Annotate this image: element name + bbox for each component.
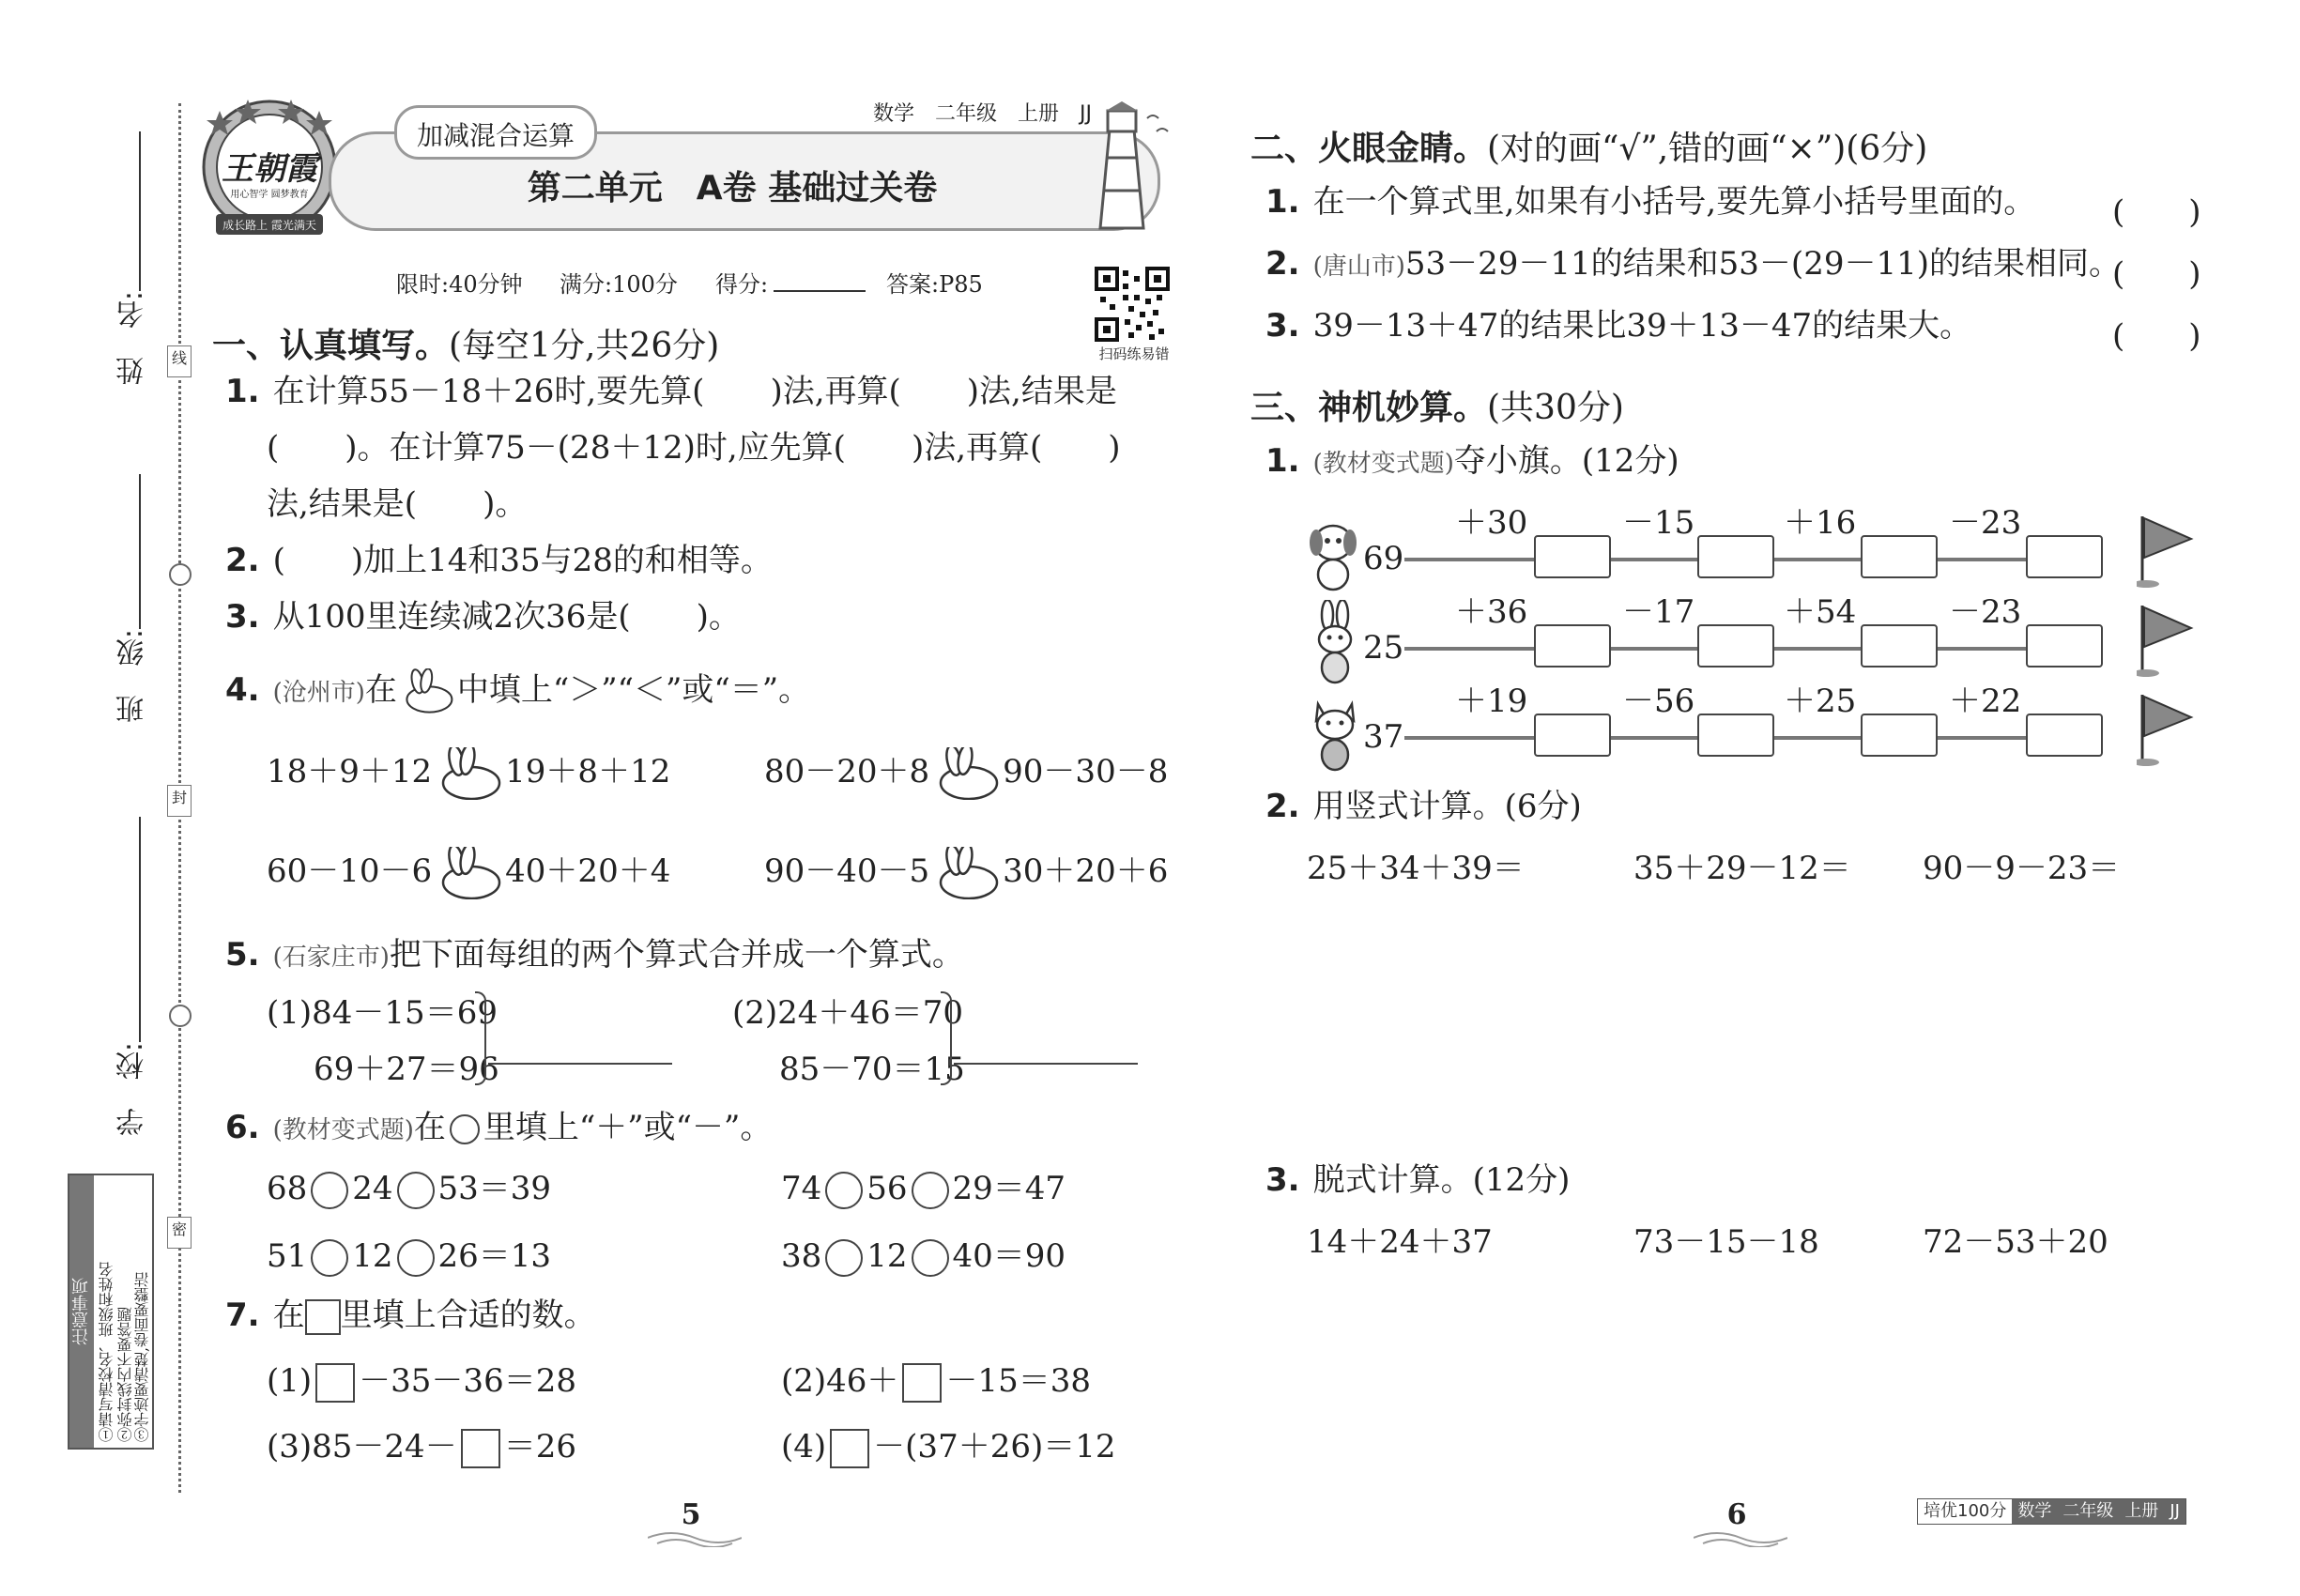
footer-tag-5: JJ xyxy=(2164,1499,2185,1524)
q6-number: 6. xyxy=(225,1109,260,1146)
q4: 4. (沧州市)在 中填上“＞”“＜”或“＝”。 xyxy=(225,668,810,715)
q6-source: (教材变式题) xyxy=(272,1116,414,1144)
operator-circle[interactable] xyxy=(912,1239,949,1277)
q4-source: (沧州市) xyxy=(272,679,365,707)
flag-icon xyxy=(2137,691,2197,770)
chain-2-box-4[interactable] xyxy=(2026,624,2103,668)
p3-q3-item-2: 73－15－18 xyxy=(1633,1223,1819,1261)
flag-chain-1 xyxy=(1305,504,2206,601)
footer-tag-2: 数学 xyxy=(2012,1499,2057,1524)
q5-g1-l1: (1)84－15＝69 xyxy=(267,994,498,1032)
q7-item-1: (1) －35－36＝28 xyxy=(267,1363,576,1403)
compare-bunny-icon[interactable] xyxy=(933,747,999,800)
q4-number: 4. xyxy=(225,671,260,709)
lighthouse-icon xyxy=(1080,101,1173,233)
q5-g1-brace xyxy=(475,991,486,1085)
wave-decoration-icon xyxy=(1694,1528,1787,1547)
notes-box xyxy=(68,1174,154,1450)
flag-chain-2 xyxy=(1305,593,2206,690)
meta-got: 得分: xyxy=(715,271,769,298)
p3-q3: 3. 脱式计算。(12分) xyxy=(1265,1161,1571,1199)
bunny-icon xyxy=(401,668,453,715)
p2-answer-2[interactable]: ( ) xyxy=(2112,255,2201,293)
q6-item-1: 68 24 53＝39 xyxy=(267,1170,552,1207)
part1-heading xyxy=(212,319,719,367)
meta-time: 限时:40分钟 xyxy=(396,271,523,298)
chain-3-box-1[interactable] xyxy=(1534,714,1611,757)
note-3: ③字迹要清楚,卷面要整洁 xyxy=(133,1271,151,1442)
part2-title: 二、火眼金睛。 xyxy=(1250,130,1488,168)
meta-answer: 答案:P85 xyxy=(886,271,983,298)
seal-circle-1 xyxy=(169,563,192,586)
p2-answer-1[interactable]: ( ) xyxy=(2112,193,2201,231)
q2: 2. ( )加上14和35与28的和相等。 xyxy=(225,542,773,579)
q7-item-3: (3)85－24－ ＝26 xyxy=(267,1429,576,1468)
p3-q2-item-2: 35＋29－12＝ xyxy=(1633,850,1851,887)
q7-number: 7. xyxy=(225,1297,260,1334)
chain-1-op-1: ＋30 xyxy=(1455,504,1528,542)
chain-2-op-4: －23 xyxy=(1949,593,2022,631)
chain-1-box-2[interactable] xyxy=(1697,535,1774,578)
chain-2-box-2[interactable] xyxy=(1697,624,1774,668)
school-line xyxy=(139,817,141,1042)
chain-3-op-3: ＋25 xyxy=(1784,683,1857,720)
q5-number: 5. xyxy=(225,936,260,974)
operator-circle[interactable] xyxy=(397,1239,435,1277)
part3-title: 三、神机妙算。 xyxy=(1250,389,1488,427)
q6-item-2: 74 56 29＝47 xyxy=(781,1170,1066,1207)
cut-mark-3: 密 xyxy=(167,1217,192,1249)
chain-1-op-3: ＋16 xyxy=(1784,504,1857,542)
part3-score-note: (共30分) xyxy=(1487,389,1624,427)
seal-circle-2 xyxy=(169,1005,192,1027)
chain-3-op-4: ＋22 xyxy=(1949,683,2022,720)
q2-number: 2. xyxy=(225,542,260,579)
part1-title: 一、认真填写。 xyxy=(212,327,450,365)
chain-1-box-1[interactable] xyxy=(1534,535,1611,578)
brand-name: 王朝霞 xyxy=(222,150,317,188)
q5-g2-l1: (2)24＋46＝70 xyxy=(732,994,963,1032)
name-label: 姓 名: xyxy=(116,291,149,386)
cut-mark-2: 封 xyxy=(167,785,192,817)
q4-item-1: 18＋9＋12 19＋8＋12 xyxy=(267,747,670,800)
part3-heading xyxy=(1250,381,1624,429)
q4-item-3: 60－10－6 40＋20＋4 xyxy=(267,847,670,899)
chain-3-box-2[interactable] xyxy=(1697,714,1774,757)
q7-item-4: (4) －(37＋26)＝12 xyxy=(781,1429,1116,1468)
puppy-icon xyxy=(1305,518,1361,593)
page-number-left: 5 xyxy=(681,1498,701,1531)
part1-score-note: (每空1分,共26分) xyxy=(449,327,720,365)
operator-circle[interactable] xyxy=(397,1172,435,1209)
operator-circle[interactable] xyxy=(311,1239,348,1277)
p3-q3-item-1: 14＋24＋37 xyxy=(1307,1223,1493,1261)
q7-item-2: (2)46＋ －15＝38 xyxy=(781,1363,1091,1403)
flag-icon xyxy=(2137,602,2197,681)
p2-item-3: 3. 39－13＋47的结果比39＋13－47的结果大。 xyxy=(1265,307,1972,345)
footer-tag-3: 二年级 xyxy=(2057,1499,2119,1524)
chain-3-box-4[interactable] xyxy=(2026,714,2103,757)
p2-item-2: 2. (唐山市)53－29－11的结果和53－(29－11)的结果相同。 xyxy=(1265,245,2121,283)
chain-1-op-2: －15 xyxy=(1622,504,1695,542)
series-label: 数学 二年级 上册 JJ xyxy=(873,102,1092,126)
q1-line3: 法,结果是( )。 xyxy=(267,485,528,523)
square-icon xyxy=(305,1299,341,1335)
q6: 6. (教材变式题)在 里填上“＋”或“－”。 xyxy=(225,1109,773,1146)
q5-g2-l2: 85－70＝15 xyxy=(779,1051,965,1088)
cat-icon xyxy=(1309,695,1361,774)
q5-g2-brace xyxy=(941,991,952,1085)
compare-bunny-icon[interactable] xyxy=(436,747,501,800)
p2-answer-3[interactable]: ( ) xyxy=(2112,317,2201,355)
note-1: ①请写清校名、班级和姓名 xyxy=(98,1262,115,1442)
footer-tag-4: 上册 xyxy=(2119,1499,2164,1524)
answer-box[interactable] xyxy=(461,1429,500,1468)
p2-item-1: 1. 在一个算式里,如果有小括号,要先算小括号里面的。 xyxy=(1265,183,2036,221)
chain-3-op-2: －56 xyxy=(1622,683,1695,720)
p3-q2: 2. 用竖式计算。(6分) xyxy=(1265,788,1582,825)
note-2: ②弥封线内不要答题 xyxy=(116,1307,134,1442)
part2-score-note: (对的画“√”,错的画“×”)(6分) xyxy=(1487,130,1928,168)
score-blank-line xyxy=(774,290,866,292)
q1-line1: 1. 在计算55－18＋26时,要先算( )法,再算( )法,结果是 xyxy=(225,373,1117,410)
p3-q2-item-3: 90－9－23＝ xyxy=(1923,850,2121,887)
school-label: 学 校: xyxy=(116,1042,149,1137)
q5: 5. (石家庄市)把下面每组的两个算式合并成一个算式。 xyxy=(225,936,964,974)
q1-number: 1. xyxy=(225,373,260,410)
qr-code-icon[interactable] xyxy=(1095,267,1170,342)
class-line xyxy=(139,474,141,629)
flag-icon xyxy=(2137,513,2197,591)
brand-badge xyxy=(199,94,340,244)
chain-1-box-3[interactable] xyxy=(1861,535,1938,578)
q3: 3. 从100里连续减2次36是( )。 xyxy=(225,598,741,636)
notes-title: 注意事项 xyxy=(69,1175,94,1448)
operator-circle[interactable] xyxy=(311,1172,348,1209)
wave-decoration-icon xyxy=(648,1528,742,1547)
q5-g1-l2: 69＋27＝96 xyxy=(314,1051,499,1088)
chain-2-op-2: －17 xyxy=(1622,593,1695,631)
p3-q2-item-1: 25＋34＋39＝ xyxy=(1307,850,1525,887)
chain-2-box-3[interactable] xyxy=(1861,624,1938,668)
chain-3-op-1: ＋19 xyxy=(1455,683,1528,720)
q4-item-4: 90－40－5 30＋20＋6 xyxy=(764,847,1168,899)
chain-2-op-1: ＋36 xyxy=(1455,593,1528,631)
q5-g2-answer-line[interactable] xyxy=(954,1063,1138,1065)
class-label: 班 级: xyxy=(116,629,149,724)
brand-tagline-1: 用心智学 圆梦教育 xyxy=(230,190,309,200)
operator-circle[interactable] xyxy=(825,1172,863,1209)
qr-label: 扫码练易错 xyxy=(1098,345,1170,362)
flag-chain-3 xyxy=(1305,685,2206,779)
meta-score: 满分:100分 xyxy=(560,271,678,298)
operator-circle[interactable] xyxy=(912,1172,949,1209)
page-title: 第二单元 A卷 基础过关卷 xyxy=(527,169,938,207)
chain-1-start: 69 xyxy=(1363,540,1404,577)
q5-g1-answer-line[interactable] xyxy=(488,1063,672,1065)
rabbit-icon xyxy=(1309,600,1361,684)
answer-box[interactable] xyxy=(830,1429,869,1468)
p3-q1: 1. (教材变式题)夺小旗。(12分) xyxy=(1265,442,1679,480)
q5-source: (石家庄市) xyxy=(272,944,390,972)
part2-heading xyxy=(1250,122,1927,170)
compare-bunny-icon[interactable] xyxy=(933,847,999,899)
chain-2-start: 25 xyxy=(1363,629,1404,667)
compare-bunny-icon[interactable] xyxy=(436,847,501,899)
name-line xyxy=(139,131,141,291)
brand-tagline-2: 成长路上 霞光满天 xyxy=(222,219,316,232)
q3-number: 3. xyxy=(225,598,260,636)
cut-mark-1: 线 xyxy=(167,345,192,377)
q7: 7. 在 里填上合适的数。 xyxy=(225,1297,596,1334)
chain-3-box-3[interactable] xyxy=(1861,714,1938,757)
chain-1-op-4: －23 xyxy=(1949,504,2022,542)
q6-item-4: 38 12 40＝90 xyxy=(781,1237,1066,1275)
circle-icon xyxy=(450,1114,480,1144)
p3-q3-item-3: 72－53＋20 xyxy=(1923,1223,2108,1261)
q1-line2: ( )。在计算75－(28＋12)时,应先算( )法,再算( ) xyxy=(267,429,1121,467)
chain-2-op-3: ＋54 xyxy=(1784,593,1857,631)
topic-label: 加减混合运算 xyxy=(416,120,575,151)
q4-item-2: 80－20＋8 90－30－8 xyxy=(764,747,1168,800)
chain-1-box-4[interactable] xyxy=(2026,535,2103,578)
footer-tag-1: 培优100分 xyxy=(1918,1499,2012,1524)
operator-circle[interactable] xyxy=(825,1239,863,1277)
answer-box[interactable] xyxy=(902,1363,942,1403)
answer-box[interactable] xyxy=(315,1363,355,1403)
chain-2-box-1[interactable] xyxy=(1534,624,1611,668)
page-number-right: 6 xyxy=(1726,1498,1747,1531)
chain-3-start: 37 xyxy=(1363,718,1404,756)
footer-tag xyxy=(1917,1498,2186,1525)
q6-item-3: 51 12 26＝13 xyxy=(267,1237,552,1275)
